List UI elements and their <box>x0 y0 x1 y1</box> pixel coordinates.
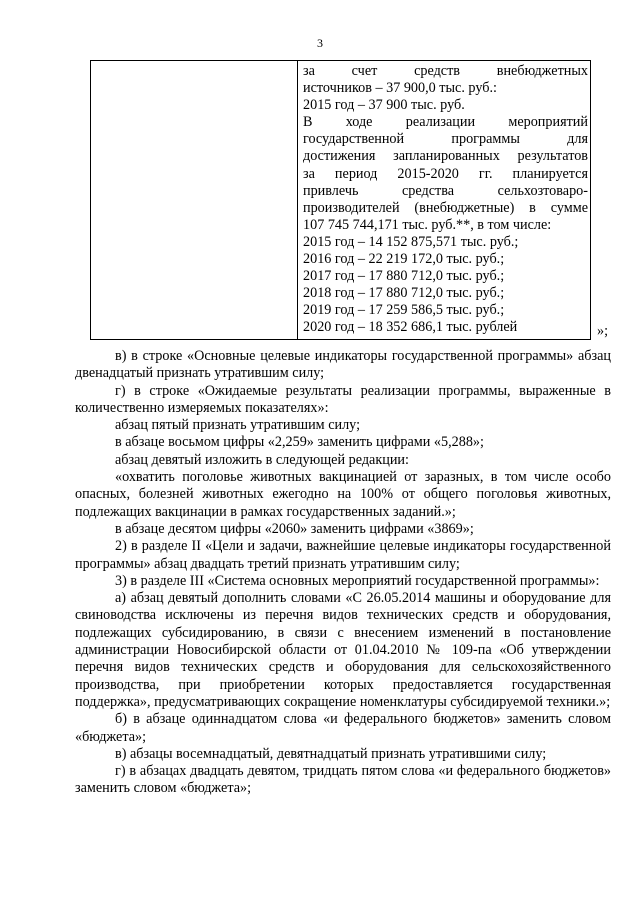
table-line: 107 745 744,171 тыс. руб.**, в том числе: <box>303 216 552 233</box>
page-number: 3 <box>317 36 323 50</box>
table-line: производителей (внебюджетные) в сумме <box>303 199 588 216</box>
paragraph: г) в абзацах двадцать девятом, тридцать пятом слова «и федерального бюджетов» заменить словом «бюджета»; <box>75 763 611 797</box>
table-closing-quote: »; <box>597 323 609 339</box>
table-line: 2017 год – 17 880 712,0 тыс. руб.; <box>303 268 505 285</box>
paragraph: «охватить поголовье животных вакцинацией от заразных, в том числе особо опасных, болезней животных ежегодно на 100% от общего поголовья животных, подлежащих вакцинации в рамках государственных заданий.»; <box>75 469 611 520</box>
paragraph: абзац пятый признать утратившим силу; <box>115 417 361 434</box>
paragraph: абзац девятый изложить в следующей редакции: <box>115 451 409 468</box>
table-line: 2019 год – 17 259 586,5 тыс. руб.; <box>303 302 505 319</box>
paragraph: б) в абзаце одиннадцатом слова «и федерального бюджетов» заменить словом «бюджета»; <box>75 711 611 745</box>
table-line: достижения запланированных результатов <box>303 148 588 165</box>
document-body <box>75 348 611 798</box>
paragraph: в) абзацы восемнадцатый, девятнадцатый признать утратившими силу; <box>115 745 547 762</box>
program-table <box>90 60 591 340</box>
paragraph: а) абзац девятый дополнить словами «С 26.05.2014 машины и оборудование для свиноводства исключены из перечня видов технических средств и оборудования, подлежащих субсидированию, в связи с внесением изменений в постановление администрации Новосибирской области от 01.04.2010 № 109-па «Об утверждении перечня видов технических средств и оборудования для сельскохозяйственного производства, при приобретении которых предоставляется государственная поддержка», предусматривающих сокращение номенклатуры субсидируемой техники.»; <box>75 590 611 710</box>
paragraph: в абзаце восьмом цифры «2,259» заменить цифрами «5,288»; <box>115 434 484 451</box>
paragraph: в) в строке «Основные целевые индикаторы государственной программы» абзац двенадцатый признать утратившим силу; <box>75 348 611 382</box>
table-line: 2020 год – 18 352 686,1 тыс. рублей <box>303 319 518 336</box>
table-line: 2015 год – 37 900 тыс. руб. <box>303 97 465 114</box>
paragraph: 3) в разделе III «Система основных мероприятий государственной программы»: <box>115 572 600 589</box>
table-line: источников – 37 900,0 тыс. руб.: <box>303 80 497 97</box>
paragraph: 2) в разделе II «Цели и задачи, важнейшие целевые индикаторы государственной программы» абзац двадцать третий признать утратившим силу; <box>75 538 611 572</box>
paragraph: г) в строке «Ожидаемые результаты реализации программы, выраженные в количественно измеряемых показателях»: <box>75 382 611 416</box>
table-line: привлечь средства сельхозтоваро- <box>303 182 588 199</box>
table-line: 2016 год – 22 219 172,0 тыс. руб.; <box>303 251 505 268</box>
table-line: государственной программы для <box>303 131 588 148</box>
table-line: 2015 год – 14 152 875,571 тыс. руб.; <box>303 233 519 250</box>
table-line: за счет средств внебюджетных <box>303 63 588 79</box>
table-line: В ходе реализации мероприятий <box>303 114 588 131</box>
table-column-divider <box>297 61 298 339</box>
table-line: 2018 год – 17 880 712,0 тыс. руб.; <box>303 285 505 302</box>
paragraph: в абзаце десятом цифры «2060» заменить цифрами «3869»; <box>115 520 474 537</box>
table-line: за период 2015-2020 гг. планируется <box>303 165 588 182</box>
table-right-cell <box>303 63 588 337</box>
